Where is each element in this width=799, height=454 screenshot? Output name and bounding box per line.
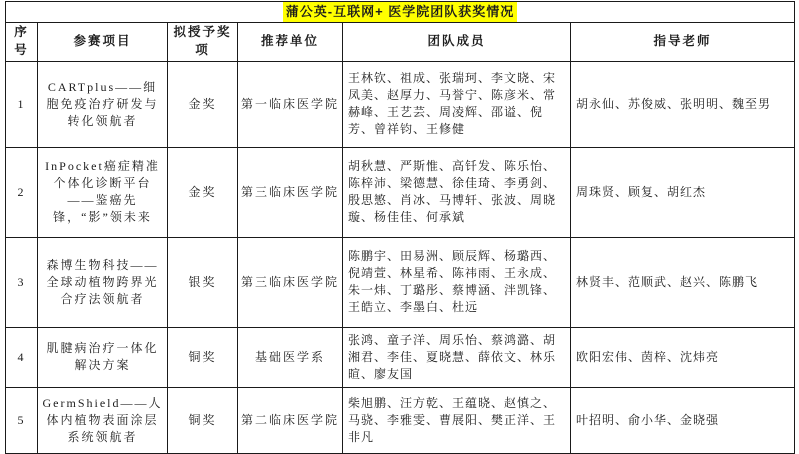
header-no: 序号 (6, 23, 38, 62)
row-no: 1 (6, 61, 38, 147)
row-members: 王林钦、祖成、张瑞珂、李文晓、宋凤美、赵厚力、马誉宁、陈彦米、常赫峰、王艺芸、周凌辉、邵谥、倪芳、曾祥钧、王修健 (343, 61, 571, 147)
row-teachers: 胡永仙、苏俊威、张明明、魏至男 (571, 61, 795, 147)
row-award: 铜奖 (168, 387, 238, 453)
header-project: 参赛项目 (38, 23, 168, 62)
row-no: 5 (6, 387, 38, 453)
table-header-row (6, 23, 795, 62)
page-title: 蒲公英-互联网+ 医学院团队获奖情况 (283, 2, 518, 22)
table-title-cell (6, 2, 795, 23)
title-row (6, 2, 795, 23)
row-no: 3 (6, 237, 38, 327)
row-teachers: 林贤丰、范顺武、赵兴、陈鹏飞 (571, 237, 795, 327)
header-unit: 推荐单位 (238, 23, 343, 62)
row-members: 胡秋慧、严斯惟、高钎发、陈乐怡、陈梓沛、梁德慧、徐佳琦、李勇剑、殷思慜、肖冰、马博轩、张波、周晓璇、杨佳佳、何承斌 (343, 147, 571, 237)
row-teachers: 叶招明、俞小华、金晓强 (571, 387, 795, 453)
row-unit: 第三临床医学院 (238, 147, 343, 237)
header-teachers: 指导老师 (571, 23, 795, 62)
row-unit: 第二临床医学院 (238, 387, 343, 453)
row-members: 陈鹏宇、田易洲、顾辰辉、杨璐西、倪靖萱、林星希、陈祎雨、王永成、朱一炜、丁璐彤、蔡博涵、泮凯锋、王皓立、李墨白、杜远 (343, 237, 571, 327)
table-row (6, 327, 795, 387)
row-project: InPocket癌症精准个体化诊断平台——鉴癌先锋，“影”领未来 (38, 147, 168, 237)
row-no: 4 (6, 327, 38, 387)
row-unit: 基础医学系 (238, 327, 343, 387)
row-unit: 第三临床医学院 (238, 237, 343, 327)
row-award: 银奖 (168, 237, 238, 327)
row-members: 柴旭鹏、汪方乾、王蕴晓、赵慎之、马骁、李雅雯、曹展阳、樊正洋、王非凡 (343, 387, 571, 453)
row-project: 肌腱病治疗一体化解决方案 (38, 327, 168, 387)
table-row (6, 237, 795, 327)
row-teachers: 欧阳宏伟、茵梓、沈炜亮 (571, 327, 795, 387)
header-members: 团队成员 (343, 23, 571, 62)
document-page (0, 1, 799, 454)
row-award: 金奖 (168, 147, 238, 237)
header-award: 拟授予奖项 (168, 23, 238, 62)
row-project: GermShield——人体内植物表面涂层系统领航者 (38, 387, 168, 453)
row-no: 2 (6, 147, 38, 237)
row-teachers: 周珠贤、顾复、胡红杰 (571, 147, 795, 237)
row-members: 张鸿、童子洋、周乐怡、蔡鸿潞、胡湘君、李佳、夏晓慧、薛依文、林乐暄、廖友国 (343, 327, 571, 387)
table-row (6, 387, 795, 453)
row-unit: 第一临床医学院 (238, 61, 343, 147)
row-project: 森博生物科技——全球动植物跨界光合疗法领航者 (38, 237, 168, 327)
table-row (6, 147, 795, 237)
row-project: CARTplus——细胞免疫治疗研发与转化领航者 (38, 61, 168, 147)
row-award: 铜奖 (168, 327, 238, 387)
row-award: 金奖 (168, 61, 238, 147)
table-row (6, 61, 795, 147)
award-table (5, 1, 795, 454)
